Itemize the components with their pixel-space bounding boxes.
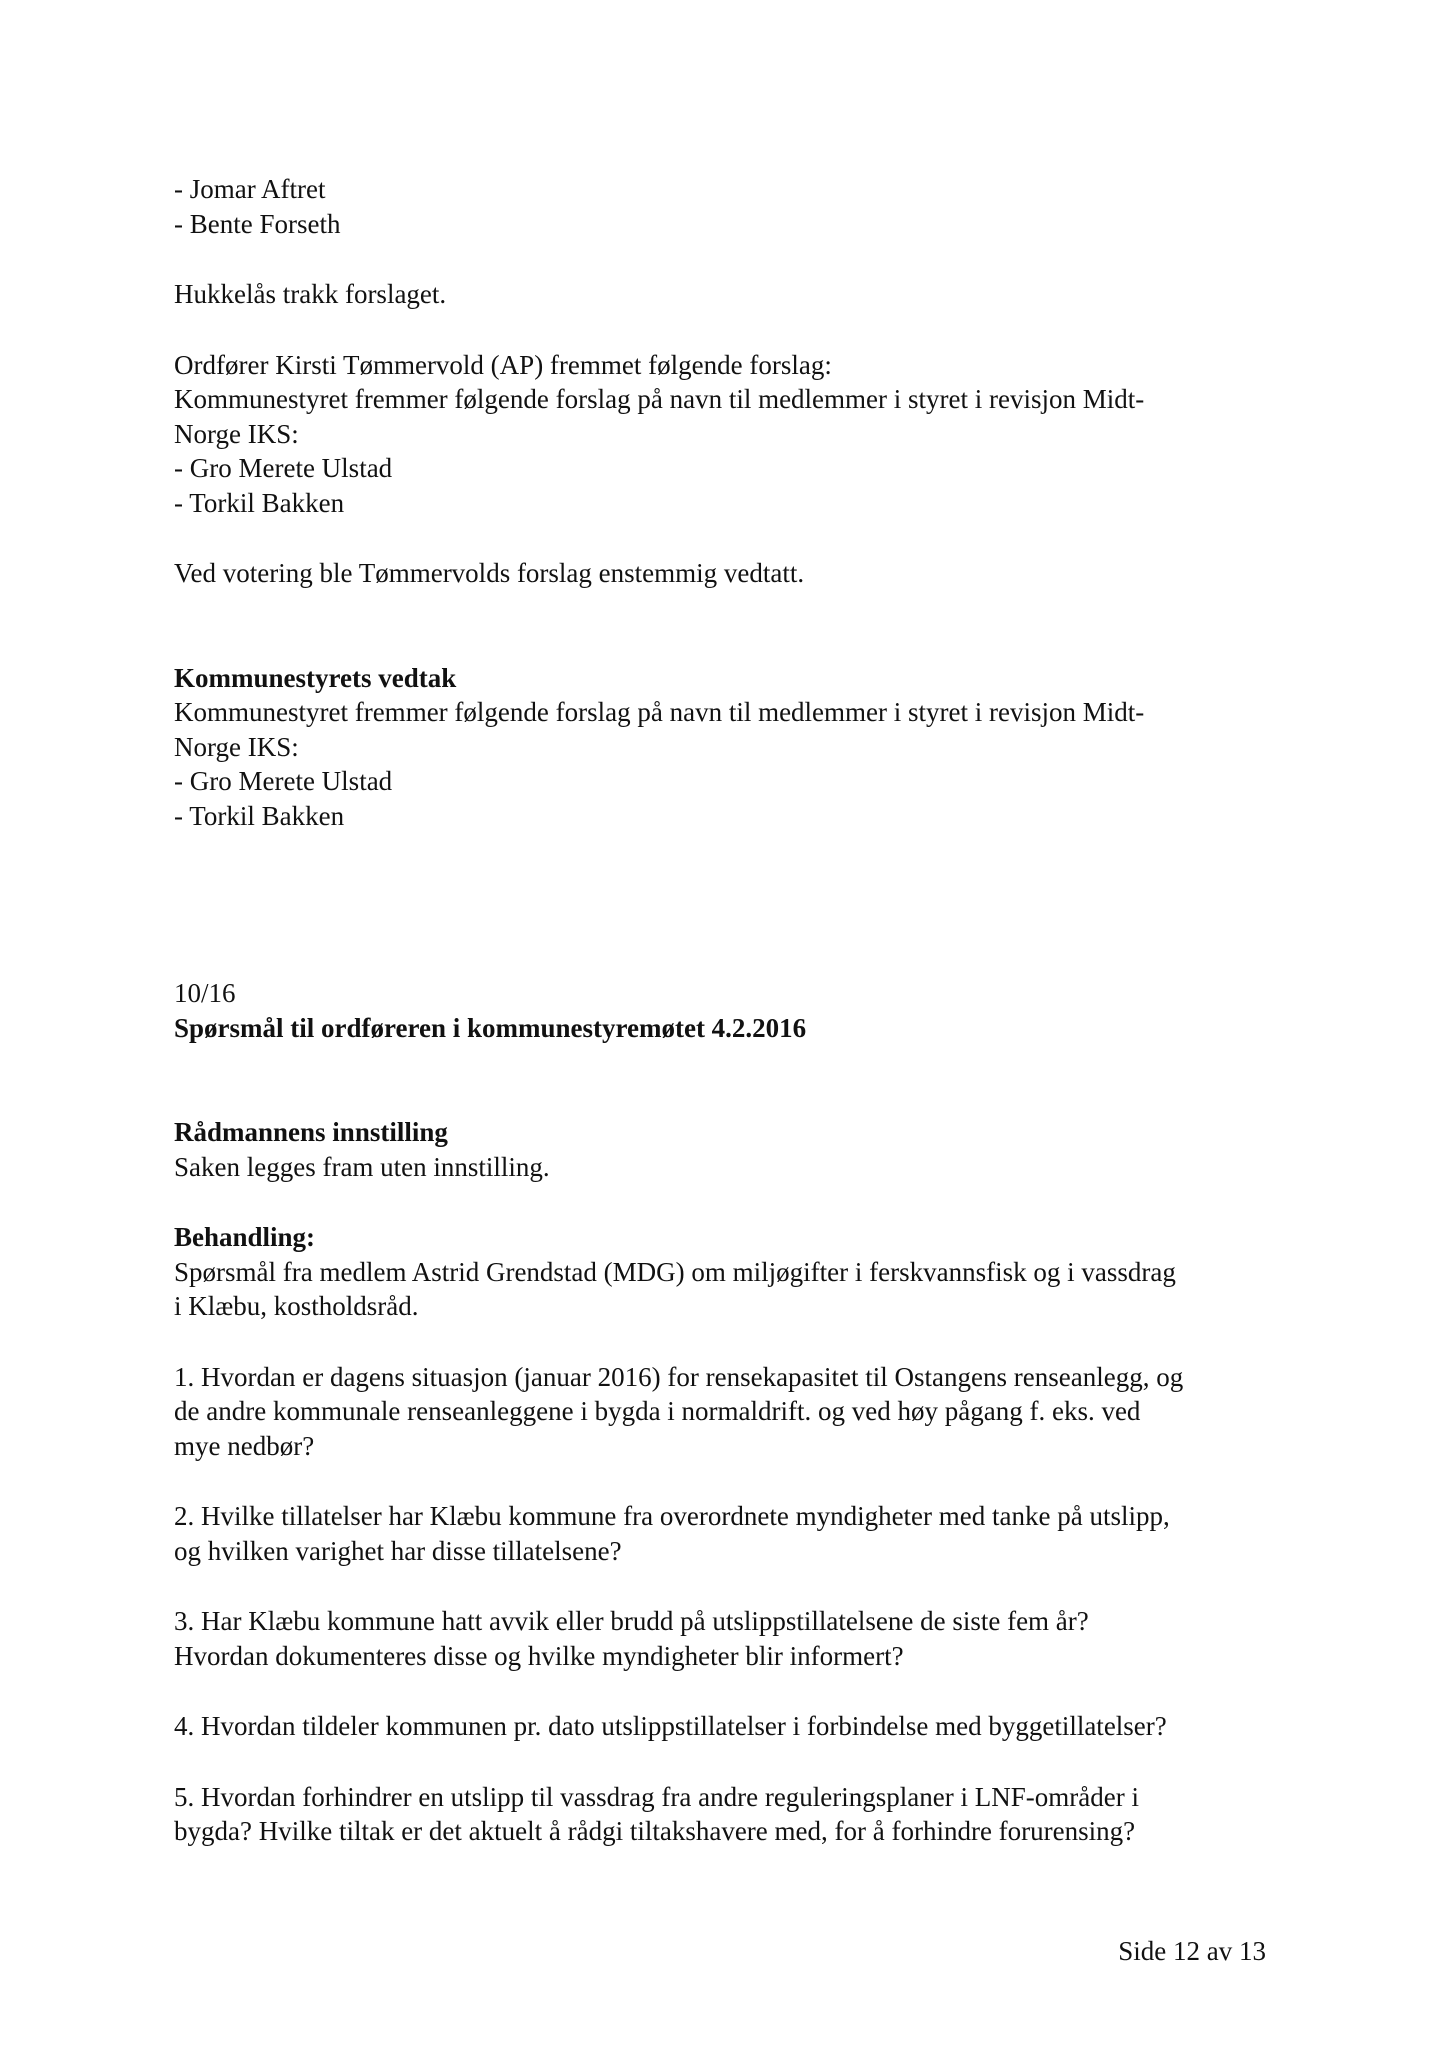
- case-title: Spørsmål til ordføreren i kommunestyremøtet 4.2.2016: [174, 1012, 807, 1043]
- mayor-proposal-text: Norge IKS:: [174, 418, 299, 449]
- mayor-proposal-text: Kommunestyret fremmer følgende forslag på navn til medlemmer i styret i revisjon Midt-: [174, 384, 1145, 414]
- question-1-line: 1. Hvordan er dagens situasjon (januar 2016) for rensekapasitet til Ostangens renseanlegg, og: [174, 1361, 1184, 1392]
- proposal-name: - Jomar Aftret: [174, 174, 326, 204]
- question-1-line: mye nedbør?: [174, 1430, 315, 1461]
- page-number: Side 12 av 13: [1118, 1936, 1266, 1966]
- mayor-proposal-intro: Ordfører Kirsti Tømmervold (AP) fremmet følgende forslag:: [174, 349, 832, 380]
- decision-heading: Kommunestyrets vedtak: [174, 662, 457, 693]
- mayor-proposal-name: - Gro Merete Ulstad: [174, 453, 393, 483]
- question-3-line: 3. Har Klæbu kommune hatt avvik eller brudd på utslippstillatelsene de siste fem år?: [174, 1606, 1089, 1636]
- decision-name: - Gro Merete Ulstad: [174, 766, 393, 796]
- question-2-line: 2. Hvilke tillatelser har Klæbu kommune fra overordnete myndigheter med tanke på utslipp,: [174, 1501, 1170, 1531]
- question-1-line: de andre kommunale renseanleggene i bygda i normaldrift. og ved høy pågang f. eks. ved: [174, 1396, 1141, 1426]
- document-body: [174, 172, 1284, 1849]
- mayor-proposal-name: - Torkil Bakken: [174, 487, 345, 518]
- question-4-line: 4. Hvordan tildeler kommunen pr. dato utslippstillatelser i forbindelse med byggetillatelser?: [174, 1711, 1167, 1741]
- question-2-line: og hvilken varighet har disse tillatelsene?: [174, 1535, 622, 1566]
- decision-text: Norge IKS:: [174, 731, 299, 762]
- treatment-intro: Spørsmål fra medlem Astrid Grendstad (MDG) om miljøgifter i ferskvannsfisk og i vassdrag: [174, 1256, 1176, 1287]
- decision-name: - Torkil Bakken: [174, 800, 345, 831]
- question-5-line: bygda? Hvilke tiltak er det aktuelt å rådgi tiltakshavere med, for å forhindre forurensing?: [174, 1816, 1136, 1846]
- question-5-line: 5. Hvordan forhindrer en utslipp til vassdrag fra andre reguleringsplaner i LNF-områder i: [174, 1781, 1139, 1812]
- withdrawn-statement: Hukkelås trakk forslaget.: [174, 279, 447, 309]
- treatment-intro: i Klæbu, kostholdsråd.: [174, 1291, 419, 1321]
- question-3-line: Hvordan dokumenteres disse og hvilke myndigheter blir informert?: [174, 1640, 904, 1671]
- case-number: 10/16: [174, 978, 236, 1008]
- recommendation-text: Saken legges fram uten innstilling.: [174, 1151, 550, 1182]
- vote-result: Ved votering ble Tømmervolds forslag enstemmig vedtatt.: [174, 558, 805, 588]
- proposal-name: - Bente Forseth: [174, 208, 341, 239]
- recommendation-heading: Rådmannens innstilling: [174, 1117, 448, 1147]
- treatment-heading: Behandling:: [174, 1222, 316, 1252]
- decision-text: Kommunestyret fremmer følgende forslag på navn til medlemmer i styret i revisjon Midt-: [174, 697, 1145, 727]
